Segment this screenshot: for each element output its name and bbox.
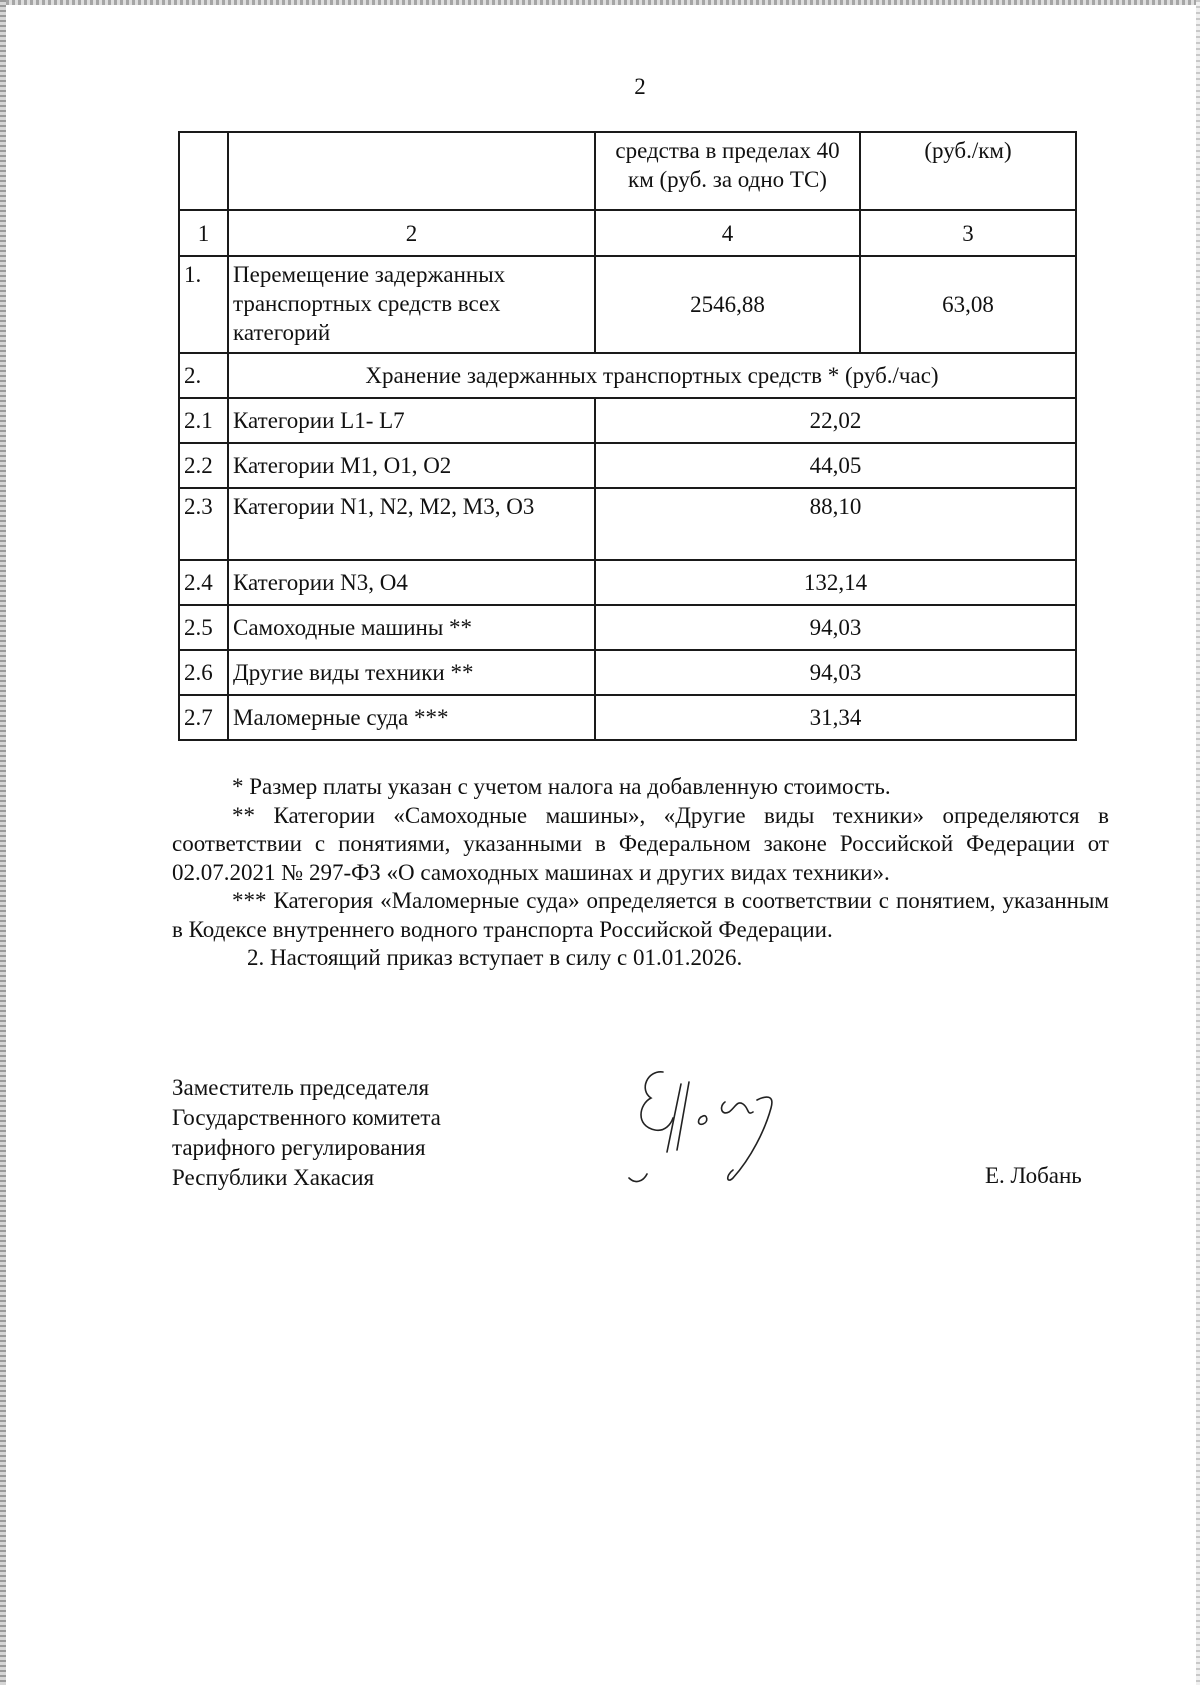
table-row bbox=[179, 398, 1076, 443]
row-number: 1. bbox=[179, 256, 228, 353]
scan-edge-top bbox=[0, 0, 1200, 5]
row-name: Категории L1- L7 bbox=[228, 398, 595, 443]
row-number: 2. bbox=[179, 353, 228, 398]
footnote-self-propelled: ** Категории «Самоходные машины», «Другие виды техники» определяются в соответствии с понятиями, указанными в Федеральном законе Российской Федерации от 02.07.2021 № 297-ФЗ «О самоходных машинах и других видах техники». bbox=[172, 802, 1109, 885]
column-number: 2 bbox=[228, 210, 595, 256]
row-name: Категории N1, N2, M2, M3, O3 bbox=[228, 488, 595, 560]
table-row bbox=[179, 695, 1076, 740]
value-per-km: 63,08 bbox=[860, 256, 1076, 353]
row-number: 2.1 bbox=[179, 398, 228, 443]
row-number: 2.6 bbox=[179, 650, 228, 695]
row-number: 2.5 bbox=[179, 605, 228, 650]
column-number: 3 bbox=[860, 210, 1076, 256]
table-row bbox=[179, 488, 1076, 560]
row-name: Категории N3, O4 bbox=[228, 560, 595, 605]
table-row bbox=[179, 650, 1076, 695]
value-40km: 2546,88 bbox=[595, 256, 860, 353]
column-number-row bbox=[179, 210, 1076, 256]
header-cell-4: (руб./км) bbox=[860, 132, 1076, 210]
signatory-line: тарифного регулирования bbox=[172, 1135, 426, 1160]
table-header-row bbox=[179, 132, 1076, 210]
row-value: 88,10 bbox=[595, 488, 1076, 560]
signatory-line: Республики Хакасия bbox=[172, 1165, 375, 1190]
row-number: 2.3 bbox=[179, 488, 228, 560]
signatory-line: Государственного комитета bbox=[172, 1105, 441, 1130]
header-cell-3: средства в пределах 40 км (руб. за одно ТС) bbox=[595, 132, 860, 210]
handwritten-signature bbox=[625, 1060, 805, 1190]
row-name: Категории M1, O1, O2 bbox=[228, 443, 595, 488]
row-value: 132,14 bbox=[595, 560, 1076, 605]
table-row bbox=[179, 605, 1076, 650]
table-section-row bbox=[179, 353, 1076, 398]
row-name: Другие виды техники ** bbox=[228, 650, 595, 695]
scan-edge-right bbox=[1196, 0, 1200, 1685]
signatory-position bbox=[172, 1073, 532, 1193]
row-name: Самоходные машины ** bbox=[228, 605, 595, 650]
row-value: 94,03 bbox=[595, 650, 1076, 695]
column-number: 1 bbox=[179, 210, 228, 256]
page-number: 2 bbox=[634, 74, 646, 99]
row-number: 2.4 bbox=[179, 560, 228, 605]
section-title: Хранение задержанных транспортных средств * (руб./час) bbox=[228, 353, 1076, 398]
signatory-line: Заместитель председателя bbox=[172, 1075, 430, 1100]
header-cell-1 bbox=[179, 132, 228, 210]
clause-effective-date: 2. Настоящий приказ вступает в силу с 01.01.2026. bbox=[247, 945, 743, 970]
row-number: 2.2 bbox=[179, 443, 228, 488]
row-name: Маломерные суда *** bbox=[228, 695, 595, 740]
column-number: 4 bbox=[595, 210, 860, 256]
row-name: Перемещение задержанных транспортных средств всех категорий bbox=[228, 256, 595, 353]
tariff-table bbox=[178, 131, 1077, 741]
table-row bbox=[179, 256, 1076, 353]
signer-name: Е. Лобань bbox=[985, 1163, 1082, 1188]
table-row bbox=[179, 560, 1076, 605]
row-value: 22,02 bbox=[595, 398, 1076, 443]
row-value: 31,34 bbox=[595, 695, 1076, 740]
footnotes bbox=[172, 773, 1109, 973]
footnote-vat: * Размер платы указан с учетом налога на добавленную стоимость. bbox=[232, 774, 891, 799]
table-row bbox=[179, 443, 1076, 488]
scan-edge-left bbox=[0, 0, 6, 1685]
row-value: 44,05 bbox=[595, 443, 1076, 488]
row-value: 94,03 bbox=[595, 605, 1076, 650]
footnote-small-vessels: *** Категория «Маломерные суда» определяется в соответствии с понятием, указанным в Кодексе внутреннего водного транспорта Российской Федерации. bbox=[172, 888, 1109, 942]
header-cell-2 bbox=[228, 132, 595, 210]
row-number: 2.7 bbox=[179, 695, 228, 740]
